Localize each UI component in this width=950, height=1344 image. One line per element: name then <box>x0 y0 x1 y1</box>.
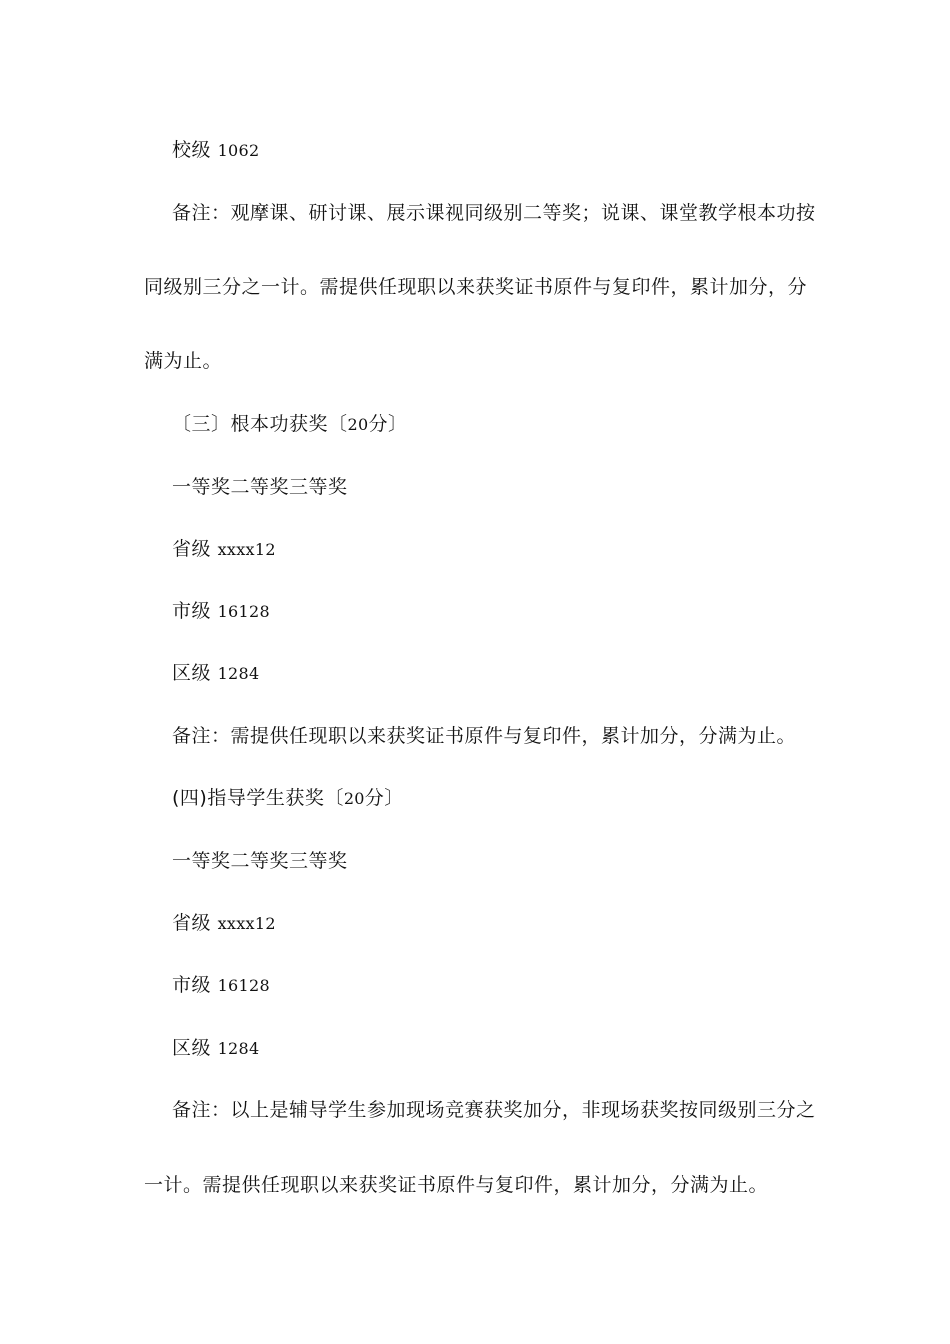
row-label: 省级 <box>172 538 212 560</box>
note-paragraph-2: 备注：需提供任现职以来获奖证书原件与复印件，累计加分，分满为止。 <box>172 725 797 747</box>
note-paragraph-3-line-2: 一计。需提供任现职以来获奖证书原件与复印件，累计加分，分满为止。 <box>144 1174 769 1196</box>
row-label: 省级 <box>172 912 212 934</box>
row-label: 区级 <box>172 1037 212 1059</box>
section-heading-score: 20 <box>347 415 369 434</box>
note-paragraph-1-line-1: 备注：观摩课、研讨课、展示课视同级别二等奖；说课、课堂教学根本功按 <box>172 202 816 224</box>
section-heading-score: 20 <box>343 789 365 808</box>
row-scores: xxxx12 <box>217 914 276 933</box>
award-tiers-row: 一等奖二等奖三等奖 <box>172 476 348 498</box>
row-scores: 16128 <box>217 602 270 621</box>
section-4-heading <box>172 786 404 811</box>
row-label: 区级 <box>172 662 212 684</box>
section-heading-tail: 分〕 <box>368 413 408 435</box>
award-tiers-row: 一等奖二等奖三等奖 <box>172 850 348 872</box>
note-paragraph-3-line-1: 备注：以上是辅导学生参加现场竞赛获奖加分，非现场获奖按同级别三分之 <box>172 1099 816 1121</box>
row-label: 市级 <box>172 974 212 996</box>
note-paragraph-1-line-3: 满为止。 <box>144 350 223 372</box>
city-level-row <box>172 973 270 998</box>
row-label: 校级 <box>172 139 212 161</box>
section-3-heading <box>172 412 408 437</box>
section-heading-text: 〔三〕根本功获奖〔 <box>172 413 348 435</box>
row-scores: xxxx12 <box>217 540 276 559</box>
row-scores: 16128 <box>217 976 270 995</box>
row-scores: 1284 <box>217 664 260 683</box>
district-level-row <box>172 661 259 686</box>
provincial-level-row <box>172 537 276 562</box>
section-heading-tail: 分〕 <box>364 787 404 809</box>
city-level-row <box>172 599 270 624</box>
row-scores: 1284 <box>217 1039 260 1058</box>
section-heading-text: (四)指导学生获奖〔 <box>172 787 344 809</box>
school-level-row <box>172 138 259 163</box>
provincial-level-row <box>172 911 276 936</box>
row-scores: 1062 <box>217 141 260 160</box>
district-level-row <box>172 1036 259 1061</box>
row-label: 市级 <box>172 600 212 622</box>
note-paragraph-1-line-2: 同级别三分之一计。需提供任现职以来获奖证书原件与复印件，累计加分，分 <box>144 276 808 298</box>
